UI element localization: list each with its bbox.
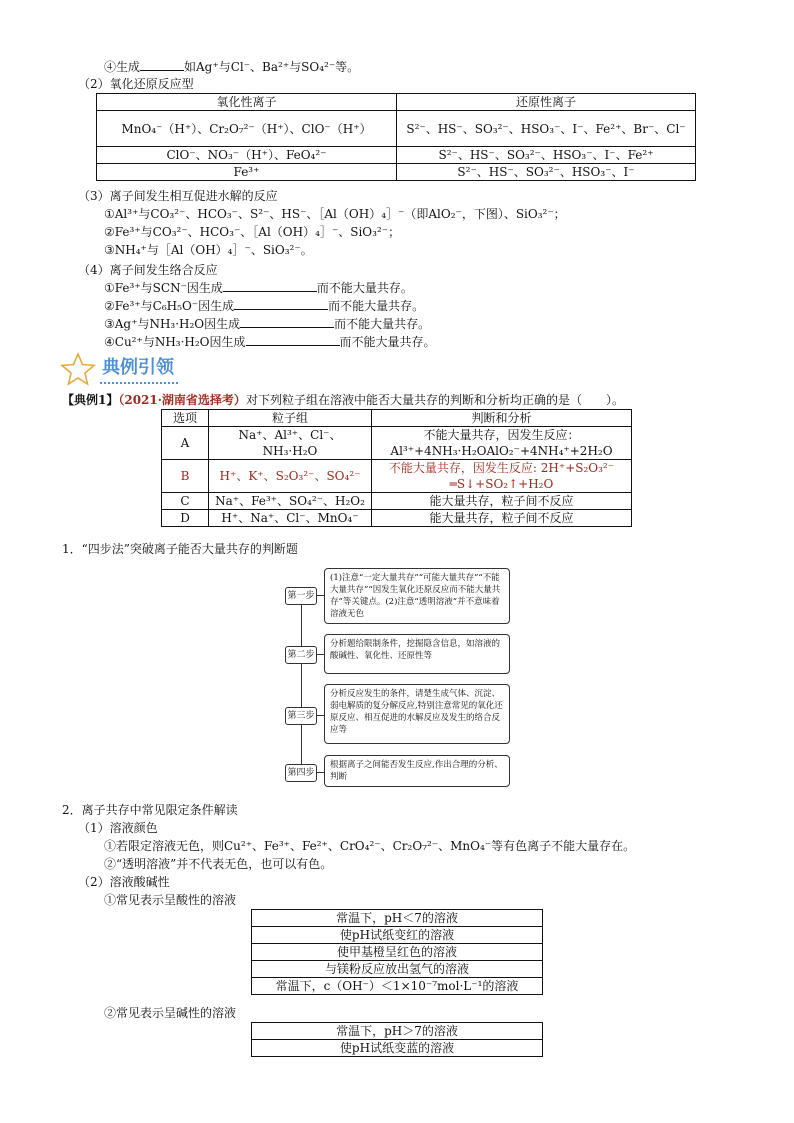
four-step-title: 1．“四步法”突破离子能否大量共存的判断题: [62, 542, 298, 556]
acid-base-title: （2）溶液酸碱性: [78, 875, 170, 889]
blank: [234, 297, 328, 310]
base-subtitle: ②常见表示呈碱性的溶液: [104, 1006, 237, 1020]
blank: [246, 333, 340, 346]
example-header: 判断和分析: [372, 410, 632, 427]
option-cell: C: [162, 493, 209, 510]
section-4-title: （4）离子间发生络合反应: [78, 263, 218, 277]
table-cell: 使pH试纸变红的溶液: [252, 927, 543, 944]
table-cell: H⁺、Na⁺、Cl⁻、MnO₄⁻: [209, 510, 372, 527]
step-label: 第四步: [285, 764, 317, 782]
blank: [223, 279, 317, 292]
table-row: [252, 978, 543, 995]
step-box: (1)注意“一定大量共存”“可能大量共存”“不能大量共存”“因发生氧化还原反应而不能大量共存”等关键点。(2)注意“透明溶液”并不意味着溶液无色: [324, 568, 510, 624]
connector: [317, 654, 324, 655]
table-row: [252, 961, 543, 978]
table-row: [252, 910, 543, 927]
table-cell: 常温下，pH＞7的溶液: [252, 1023, 543, 1040]
example-table: [161, 409, 632, 527]
table-cell: S²⁻、HS⁻、SO₃²⁻、HSO₃⁻、I⁻、Fe²⁺、Br⁻、Cl⁻: [397, 111, 696, 147]
step-label: 第三步: [285, 707, 317, 725]
step-box: 分析题给限制条件，挖掘隐含信息，如溶液的酸碱性、氧化性、还原性等: [324, 634, 510, 674]
connector: [317, 772, 324, 773]
banner-underline: [100, 382, 178, 384]
acid-subtitle: ①常见表示呈酸性的溶液: [104, 893, 237, 907]
section-2-title: （2）氧化还原反应型: [78, 77, 194, 91]
banner-title: 典例引领: [102, 357, 174, 378]
table-row: [252, 1023, 543, 1040]
table-cell: MnO₄⁻（H⁺）、Cr₂O₇²⁻（H⁺）、ClO⁻（H⁺）: [97, 111, 397, 147]
list-item: ①Al³⁺与CO₃²⁻、HCO₃⁻、S²⁻、HS⁻、［Al（OH）₄］⁻（即AlO₂⁻，下图）、SiO₃²⁻；: [104, 207, 566, 221]
star-icon: [60, 352, 96, 386]
table-row: [252, 1040, 543, 1057]
example-header: 粒子组: [209, 410, 372, 427]
table-cell: S²⁻、HS⁻、SO₃²⁻、HSO₃⁻、I⁻、Fe²⁺: [397, 147, 696, 164]
table-cell: H⁺、K⁺、S₂O₃²⁻、SO₄²⁻: [209, 460, 372, 493]
table-row: [252, 927, 543, 944]
acid-table: [251, 909, 543, 995]
conditions-title: 2．离子共存中常见限定条件解读: [62, 803, 238, 817]
option-cell: B: [162, 460, 209, 493]
table-cell: Na⁺、Al³⁺、Cl⁻、 NH₃·H₂O: [209, 427, 372, 460]
redox-table: [96, 93, 696, 181]
table-cell: 使pH试纸变蓝的溶液: [252, 1040, 543, 1057]
list-item: ②Fe³⁺与CO₃²⁻、HCO₃⁻、［Al（OH）₄］⁻、SiO₃²⁻；: [104, 225, 401, 239]
list-item: ④Cu²⁺与NH₃·H₂O因生成 而不能大量共存。: [104, 335, 436, 349]
option-cell: A: [162, 427, 209, 460]
example-question: 【典例1】（2021·湖南省选择考）对下列粒子组在溶液中能否大量共存的判断和分析均正确的是（ ）。: [62, 393, 624, 407]
table-row: [162, 427, 632, 460]
example-header: 选项: [162, 410, 209, 427]
table-cell: 常温下，c（OH⁻）＜1×10⁻⁷mol·L⁻¹的溶液: [252, 978, 543, 995]
line-formation: ④生成 如Ag⁺与Cl⁻、Ba²⁺与SO₄²⁻等。: [104, 60, 360, 74]
table-row: [252, 944, 543, 961]
list-item: ③Ag⁺与NH₃·H₂O因生成 而不能大量共存。: [104, 317, 431, 331]
table-cell: 不能大量共存，因发生反应: 2H⁺+S₂O₃²⁻ ═S↓+SO₂↑+H₂O: [372, 460, 632, 493]
step-box: 根据离子之间能否发生反应,作出合理的分析、判断: [324, 755, 510, 787]
redox-header-oxidizing: 氧化性离子: [97, 94, 397, 111]
option-cell: D: [162, 510, 209, 527]
table-cell: ClO⁻、NO₃⁻（H⁺）、FeO₄²⁻: [97, 147, 397, 164]
table-cell: S²⁻、HS⁻、SO₃²⁻、HSO₃⁻、I⁻: [397, 164, 696, 181]
list-item: ②“透明溶液”并不代表无色，也可以有色。: [104, 857, 333, 871]
step-label: 第一步: [285, 587, 317, 605]
section-3-title: （3）离子间发生相互促进水解的反应: [78, 189, 278, 203]
table-row: [162, 510, 632, 527]
list-item: ②Fe³⁺与C₆H₅O⁻因生成 而不能大量共存。: [104, 299, 425, 313]
table-cell: 不能大量共存，因发生反应： Al³⁺+4NH₃·H₂OAlO₂⁻+4NH₄⁺+2H₂O: [372, 427, 632, 460]
flow-line: [301, 604, 302, 767]
connector: [317, 715, 324, 716]
table-cell: 能大量共存，粒子间不反应: [372, 493, 632, 510]
step-box: 分析反应发生的条件，请楚生成气体、沉淀、弱电解质的复分解反应,特别注意常见的氧化还原反应、相互促进的水解反应及发生的络合反应等: [324, 684, 510, 744]
table-cell: 使甲基橙呈红色的溶液: [252, 944, 543, 961]
list-item: ③NH₄⁺与［Al（OH）₄］⁻、SiO₃²⁻。: [104, 243, 313, 257]
step-label: 第二步: [285, 646, 317, 664]
redox-header-reducing: 还原性离子: [397, 94, 696, 111]
table-cell: 能大量共存，粒子间不反应: [372, 510, 632, 527]
connector: [317, 595, 324, 596]
table-cell: Na⁺、Fe³⁺、SO₄²⁻、H₂O₂: [209, 493, 372, 510]
base-table: [251, 1022, 543, 1057]
blank: [240, 315, 334, 328]
table-cell: 与镁粉反应放出氢气的溶液: [252, 961, 543, 978]
table-row: [162, 460, 632, 493]
table-cell: Fe³⁺: [97, 164, 397, 181]
color-title: （1）溶液颜色: [78, 821, 158, 835]
blank: [140, 58, 184, 71]
list-item: ①Fe³⁺与SCN⁻因生成 而不能大量共存。: [104, 281, 413, 295]
table-cell: 常温下，pH＜7的溶液: [252, 910, 543, 927]
table-row: [162, 493, 632, 510]
list-item: ①若限定溶液无色，则Cu²⁺、Fe³⁺、Fe²⁺、CrO₄²⁻、Cr₂O₇²⁻、MnO₄⁻等有色离子不能大量存在。: [104, 839, 636, 853]
